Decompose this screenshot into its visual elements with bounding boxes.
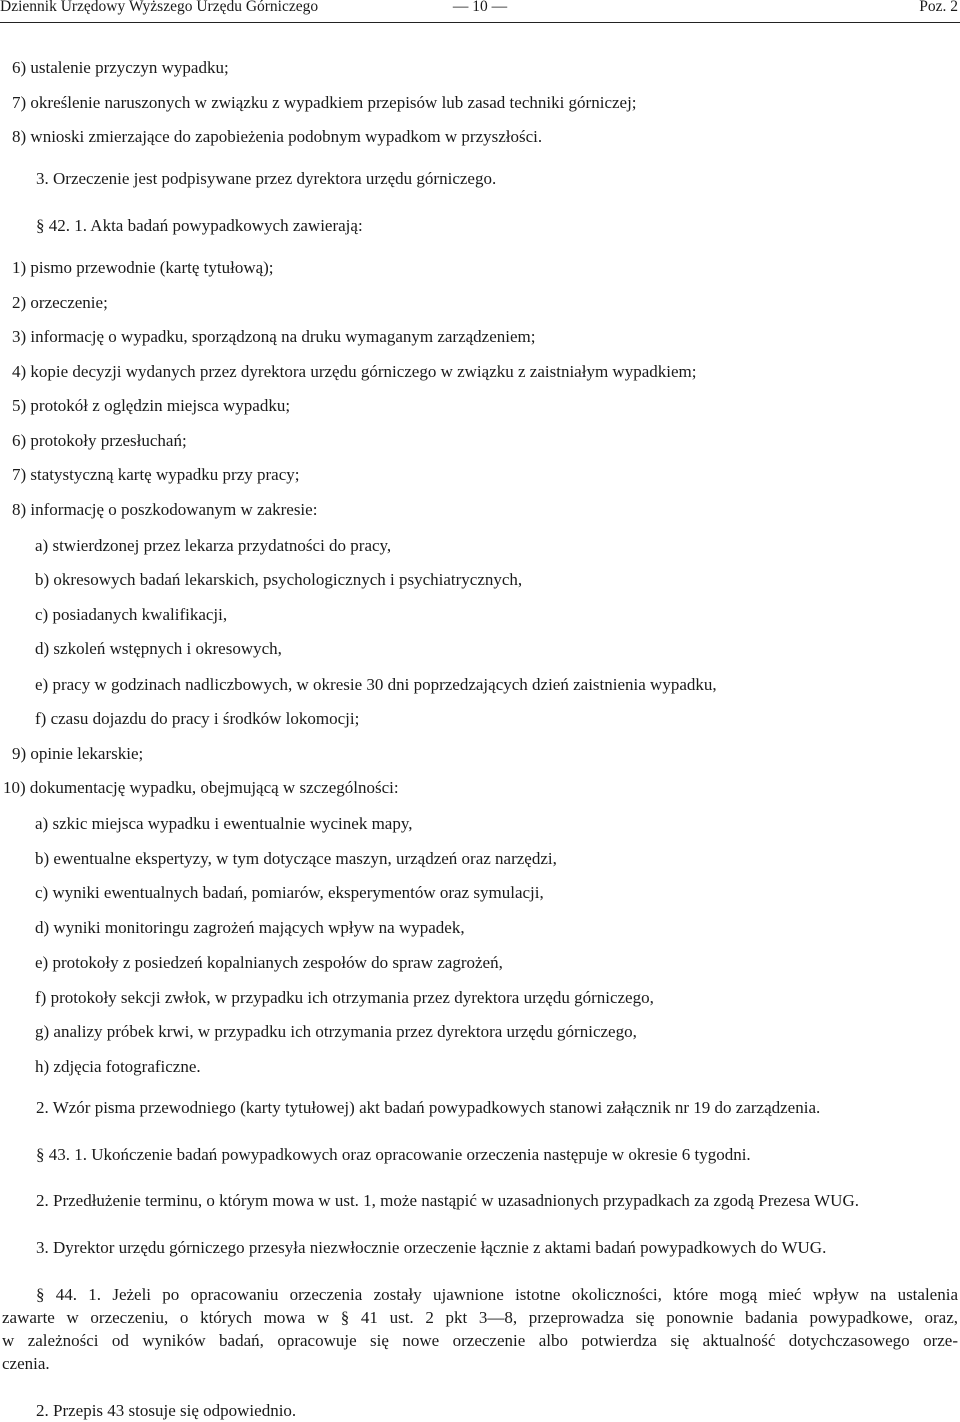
sub-list-item: b) okresowych badań lekarskich, psychologicznych i psychiatrycznych, <box>35 570 523 589</box>
journal-title: Dziennik Urzędowy Wyższego Urzędu Górniczego <box>0 0 319 15</box>
list-item: 2) orzeczenie; <box>12 293 108 312</box>
sub-list-item: a) szkic miejsca wypadku i ewentualnie wycinek mapy, <box>35 814 413 833</box>
list-item: 8) wnioski zmierzające do zapobieżenia podobnym wypadkom w przyszłości. <box>12 127 543 146</box>
paragraph: 2. Przepis 43 stosuje się odpowiednio. <box>36 1401 297 1420</box>
list-item: 6) protokoły przesłuchań; <box>12 431 187 450</box>
para-line: § 44. 1. Jeżeli po opracowaniu orzeczenia zostały ujawnione istotne okoliczności, które mogą mieć wpływ na ustalenia <box>36 1285 958 1304</box>
list-item: 7) statystyczną kartę wypadku przy pracy; <box>12 465 300 484</box>
sub-list-item: g) analizy próbek krwi, w przypadku ich otrzymania przez dyrektora urzędu górniczego, <box>35 1022 637 1041</box>
para-line: zawarte w orzeczeniu, o których mowa w § 41 ust. 2 pkt 3—8, przeprowadza się ponownie badania powypadkowe, oraz, <box>2 1308 958 1327</box>
list-item: 10) dokumentację wypadku, obejmującą w szczególności: <box>3 778 399 797</box>
list-item: 8) informację o poszkodowanym w zakresie: <box>12 500 318 519</box>
sub-list-item: d) szkoleń wstępnych i okresowych, <box>35 639 282 658</box>
paragraph: 2. Wzór pisma przewodniego (karty tytułowej) akt badań powypadkowych stanowi załącznik nr 19 do zarządzenia. <box>36 1098 821 1117</box>
sub-list-item: c) posiadanych kwalifikacji, <box>35 605 228 624</box>
page-header <box>0 0 960 23</box>
sub-list-item: f) protokoły sekcji zwłok, w przypadku ich otrzymania przez dyrektora urzędu górniczego, <box>35 988 654 1007</box>
para-line: w zależności od wyników badań, opracowuje się nowe orzeczenie albo potwierdza się aktualność dotychczasowego orze- <box>2 1331 958 1350</box>
sub-list-item: e) pracy w godzinach nadliczbowych, w okresie 30 dni poprzedzających dzień zaistnienia wypadku, <box>35 675 717 694</box>
sub-list-item: d) wyniki monitoringu zagrożeń mających wpływ na wypadek, <box>35 918 465 937</box>
list-item: 1) pismo przewodnie (kartę tytułową); <box>12 258 274 277</box>
list-item: 7) określenie naruszonych w związku z wypadkiem przepisów lub zasad techniki górniczej; <box>12 93 637 112</box>
position-number: Poz. 2 <box>919 0 958 15</box>
paragraph: 3. Orzeczenie jest podpisywane przez dyrektora urzędu górniczego. <box>36 169 497 188</box>
section-heading: § 42. 1. Akta badań powypadkowych zawierają: <box>36 216 363 235</box>
list-item: 6) ustalenie przyczyn wypadku; <box>12 58 229 77</box>
sub-list-item: h) zdjęcia fotograficzne. <box>35 1057 201 1076</box>
sub-list-item: c) wyniki ewentualnych badań, pomiarów, eksperymentów oraz symulacji, <box>35 883 544 902</box>
list-item: 3) informację o wypadku, sporządzoną na druku wymaganym zarządzeniem; <box>12 327 536 346</box>
list-item: 5) protokół z oględzin miejsca wypadku; <box>12 396 291 415</box>
section-heading: § 43. 1. Ukończenie badań powypadkowych oraz opracowanie orzeczenia następuje w okresie 6 tygodni. <box>36 1145 751 1164</box>
sub-list-item: f) czasu dojazdu do pracy i środków lokomocji; <box>35 709 360 728</box>
para-line: czenia. <box>2 1354 50 1373</box>
list-item: 4) kopie decyzji wydanych przez dyrektora urzędu górniczego w związku z zaistniałym wypadkiem; <box>12 362 697 381</box>
sub-list-item: b) ewentualne ekspertyzy, w tym dotyczące maszyn, urządzeń oraz narzędzi, <box>35 849 557 868</box>
section-44-paragraph <box>2 1283 958 1375</box>
paragraph: 2. Przedłużenie terminu, o którym mowa w ust. 1, może nastąpić w uzasadnionych przypadkach za zgodą Prezesa WUG. <box>36 1191 859 1210</box>
paragraph: 3. Dyrektor urzędu górniczego przesyła niezwłocznie orzeczenie łącznie z aktami badań powypadkowych do WUG. <box>36 1238 827 1257</box>
list-item: 9) opinie lekarskie; <box>12 744 144 763</box>
page-number: — 10 — <box>452 0 508 15</box>
sub-list-item: a) stwierdzonej przez lekarza przydatności do pracy, <box>35 536 392 555</box>
sub-list-item: e) protokoły z posiedzeń kopalnianych zespołów do spraw zagrożeń, <box>35 953 503 972</box>
